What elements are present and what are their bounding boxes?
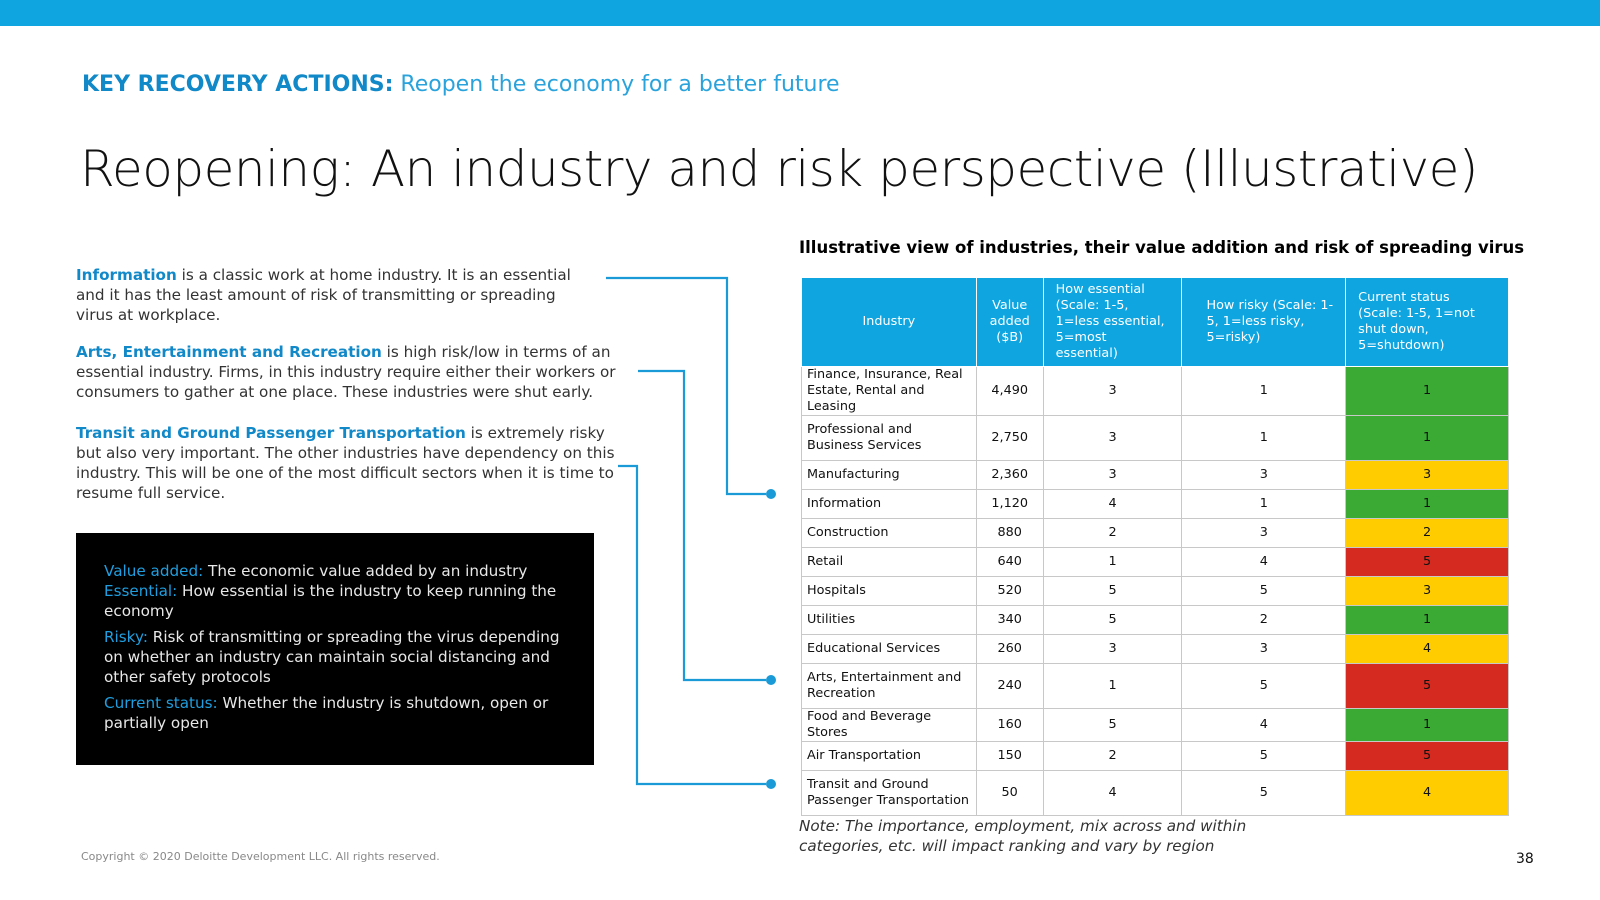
definition-term: Value added:	[104, 562, 204, 580]
cell-risky: 5	[1182, 742, 1346, 771]
definition-text: The economic value added by an industry	[203, 562, 528, 580]
cell-status: 1	[1346, 367, 1509, 416]
definition-term: Essential:	[104, 582, 178, 600]
cell-industry: Construction	[802, 519, 977, 548]
page-number: 38	[1516, 851, 1534, 867]
header-risky: How risky (Scale: 1-5, 1=less risky, 5=risky)	[1182, 278, 1346, 367]
cell-value: 520	[976, 577, 1043, 606]
cell-value: 640	[976, 548, 1043, 577]
definition-risky	[104, 627, 570, 687]
cell-essential: 4	[1043, 771, 1182, 816]
header-status: Current status (Scale: 1-5, 1=not shut down, 5=shutdown)	[1346, 278, 1509, 367]
cell-industry: Transit and Ground Passenger Transportation	[802, 771, 977, 816]
cell-status: 5	[1346, 742, 1509, 771]
cell-value: 2,360	[976, 461, 1043, 490]
cell-essential: 3	[1043, 461, 1182, 490]
definition-current-status	[104, 693, 570, 733]
connector-information	[606, 278, 766, 494]
page-title: Reopening: An industry and risk perspective (Illustrative)	[80, 140, 1478, 198]
information-paragraph	[76, 265, 596, 325]
connector-arts	[638, 371, 766, 680]
table-row	[802, 771, 1509, 816]
table-row	[802, 709, 1509, 742]
table-row	[802, 519, 1509, 548]
cell-risky: 1	[1182, 490, 1346, 519]
connector-dot-transit	[766, 779, 776, 789]
cell-risky: 2	[1182, 606, 1346, 635]
cell-value: 880	[976, 519, 1043, 548]
kicker-subtitle: Reopen the economy for a better future	[400, 72, 840, 97]
cell-value: 1,120	[976, 490, 1043, 519]
cell-status: 1	[1346, 490, 1509, 519]
definition-value-added	[104, 561, 570, 621]
cell-industry: Food and Beverage Stores	[802, 709, 977, 742]
cell-industry: Manufacturing	[802, 461, 977, 490]
header-value-added: Value added ($B)	[976, 278, 1043, 367]
kicker-label: KEY RECOVERY ACTIONS:	[82, 72, 394, 97]
cell-essential: 2	[1043, 742, 1182, 771]
table-row	[802, 490, 1509, 519]
cell-industry: Air Transportation	[802, 742, 977, 771]
definition-text: How essential is the industry to keep running the economy	[104, 582, 557, 620]
cell-essential: 5	[1043, 709, 1182, 742]
cell-risky: 1	[1182, 416, 1346, 461]
cell-value: 2,750	[976, 416, 1043, 461]
cell-industry: Finance, Insurance, Real Estate, Rental and Leasing	[802, 367, 977, 416]
information-highlight: Information	[76, 266, 177, 284]
arts-text: is high risk/low in terms of an essential industry. Firms, in this industry require either their workers or consumers to gather at one place. These industries were shut early.	[76, 343, 616, 401]
table-header-row	[802, 278, 1509, 367]
cell-essential: 1	[1043, 664, 1182, 709]
industry-table	[801, 277, 1509, 816]
cell-status: 2	[1346, 519, 1509, 548]
header-industry: Industry	[802, 278, 977, 367]
cell-essential: 2	[1043, 519, 1182, 548]
definition-term: Risky:	[104, 628, 148, 646]
information-text: is a classic work at home industry. It is an essential and it has the least amount of risk of transmitting or spreading virus at workplace.	[76, 266, 571, 324]
cell-status: 1	[1346, 709, 1509, 742]
table-row	[802, 416, 1509, 461]
cell-risky: 5	[1182, 771, 1346, 816]
table-row	[802, 664, 1509, 709]
transit-highlight: Transit and Ground Passenger Transportation	[76, 424, 466, 442]
copyright-text: Copyright © 2020 Deloitte Development LLC. All rights reserved.	[81, 850, 440, 863]
cell-status: 5	[1346, 664, 1509, 709]
table-row	[802, 606, 1509, 635]
cell-value: 50	[976, 771, 1043, 816]
definition-text: Whether the industry is shutdown, open or partially open	[104, 694, 549, 732]
cell-essential: 4	[1043, 490, 1182, 519]
cell-status: 1	[1346, 416, 1509, 461]
table-row	[802, 742, 1509, 771]
cell-essential: 5	[1043, 606, 1182, 635]
cell-risky: 3	[1182, 635, 1346, 664]
table-row	[802, 635, 1509, 664]
header-essential: How essential (Scale: 1-5, 1=less essential, 5=most essential)	[1043, 278, 1182, 367]
cell-essential: 1	[1043, 548, 1182, 577]
cell-risky: 5	[1182, 577, 1346, 606]
connector-dot-information	[766, 489, 776, 499]
cell-essential: 3	[1043, 635, 1182, 664]
table-note: Note: The importance, employment, mix across and within categories, etc. will impact ranking and vary by region	[799, 817, 1247, 855]
definitions-box	[76, 533, 594, 765]
table-row	[802, 577, 1509, 606]
top-accent-bar	[0, 0, 1600, 26]
cell-status: 3	[1346, 577, 1509, 606]
cell-essential: 3	[1043, 367, 1182, 416]
definition-text: Risk of transmitting or spreading the virus depending on whether an industry can maintain social distancing and other safety protocols	[104, 628, 560, 686]
table-row	[802, 461, 1509, 490]
cell-value: 160	[976, 709, 1043, 742]
cell-value: 4,490	[976, 367, 1043, 416]
cell-industry: Information	[802, 490, 977, 519]
cell-industry: Retail	[802, 548, 977, 577]
connector-dot-arts	[766, 675, 776, 685]
cell-industry: Hospitals	[802, 577, 977, 606]
cell-status: 5	[1346, 548, 1509, 577]
arts-highlight: Arts, Entertainment and Recreation	[76, 343, 382, 361]
cell-status: 4	[1346, 635, 1509, 664]
definition-term: Current status:	[104, 694, 218, 712]
cell-essential: 3	[1043, 416, 1182, 461]
cell-risky: 3	[1182, 519, 1346, 548]
transit-paragraph	[76, 423, 616, 503]
table-title: Illustrative view of industries, their value addition and risk of spreading virus	[799, 238, 1525, 257]
cell-risky: 5	[1182, 664, 1346, 709]
arts-paragraph	[76, 342, 616, 402]
cell-status: 1	[1346, 606, 1509, 635]
table-row	[802, 367, 1509, 416]
cell-status: 4	[1346, 771, 1509, 816]
cell-status: 3	[1346, 461, 1509, 490]
cell-value: 240	[976, 664, 1043, 709]
section-kicker	[82, 72, 840, 97]
table-row	[802, 548, 1509, 577]
cell-industry: Educational Services	[802, 635, 977, 664]
cell-risky: 4	[1182, 709, 1346, 742]
cell-essential: 5	[1043, 577, 1182, 606]
cell-industry: Professional and Business Services	[802, 416, 977, 461]
cell-risky: 3	[1182, 461, 1346, 490]
cell-value: 150	[976, 742, 1043, 771]
transit-text: is extremely risky but also very important. The other industries have dependency on this industry. This will be one of the most difficult sectors when it is time to resume full service.	[76, 424, 615, 502]
cell-industry: Utilities	[802, 606, 977, 635]
connector-transit	[618, 466, 766, 784]
cell-risky: 1	[1182, 367, 1346, 416]
cell-risky: 4	[1182, 548, 1346, 577]
cell-industry: Arts, Entertainment and Recreation	[802, 664, 977, 709]
cell-value: 340	[976, 606, 1043, 635]
cell-value: 260	[976, 635, 1043, 664]
